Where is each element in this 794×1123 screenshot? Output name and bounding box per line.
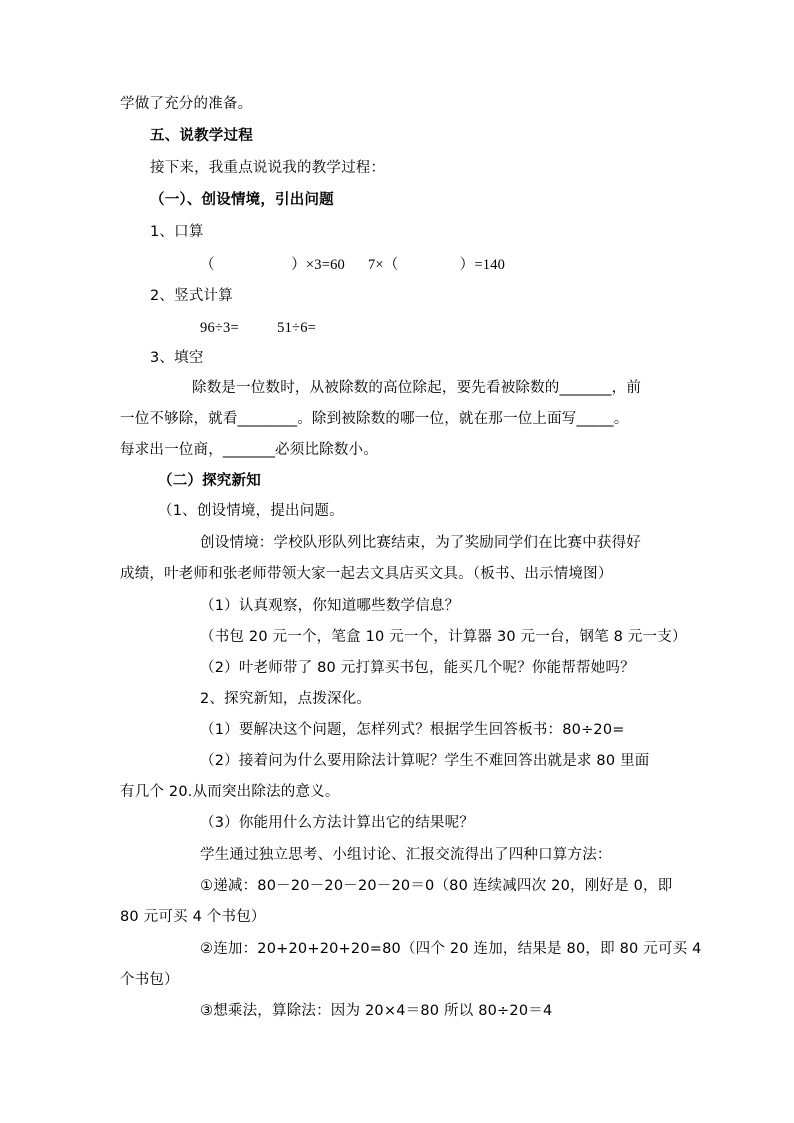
text-line: ①递减：80－20－20－20－20＝0（80 连续减四次 20，刚好是 0，即 [200,878,673,894]
math-expression: 96÷3= 51÷6= [200,320,317,336]
list-item: 3、填空 [150,350,204,366]
text-line: ③想乘法，算除法：因为 20×4＝80 所以 80÷20＝4 [200,1003,553,1019]
text-line: 创设情境：学校队形队列比赛结束，为了奖励同学们在比赛中获得好 [200,535,641,551]
text-line: （书包 20 元一个，笔盒 10 元一个，计算器 30 元一台，钢笔 8 元一支） [200,629,687,645]
list-item: 1、口算 [150,224,204,240]
text-line: （1、创设情境，提出问题。 [158,503,344,519]
text-line: （1）认真观察，你知道哪些数学信息？ [200,598,460,614]
math-expression: （ ）×3=60 7×（ ）=140 [200,257,506,273]
section-heading: 五、说教学过程 [150,128,253,144]
text-line: 2、探究新知，点拨深化。 [200,691,372,707]
text-line: 每求出一位商，_______必须比除数小。 [120,442,378,458]
text-line: 学做了充分的准备。 [120,96,253,112]
text-line: 除数是一位数时，从被除数的高位除起，要先看被除数的_______，前 [192,380,642,396]
text-line: （2）叶老师带了 80 元打算买书包，能买几个呢？你能帮帮她吗？ [200,660,635,676]
text-line: 一位不够除，就看________。除到被除数的哪一位，就在那一位上面写_____。 [120,411,629,427]
list-item: 2、竖式计算 [150,288,233,304]
text-line: 80 元可买 4 个书包） [120,909,266,925]
text-line: 成绩，叶老师和张老师带领大家一起去文具店买文具。（板书、出示情境图） [120,566,613,582]
text-line: 学生通过独立思考、小组讨论、汇报交流得出了四种口算方法： [200,847,612,863]
text-line: 接下来，我重点说说我的教学过程： [150,160,386,176]
text-line: （3）你能用什么方法计算出它的结果呢？ [200,815,475,831]
text-line: 有几个 20.从而突出除法的意义。 [120,784,340,800]
subsection-heading: （一）、创设情境，引出问题 [150,192,334,208]
text-line: （2）接着问为什么要用除法计算呢？学生不难回答出就是求 80 里面 [200,753,650,769]
text-line: ②连加：20+20+20+20=80（四个 20 连加，结果是 80，即 80 元可买 4 [200,941,702,957]
subsection-heading: （二）探究新知 [158,473,261,489]
text-line: 个书包） [120,972,179,988]
text-line: （1）要解决这个问题，怎样列式？根据学生回答板书：80÷20= [200,722,625,738]
